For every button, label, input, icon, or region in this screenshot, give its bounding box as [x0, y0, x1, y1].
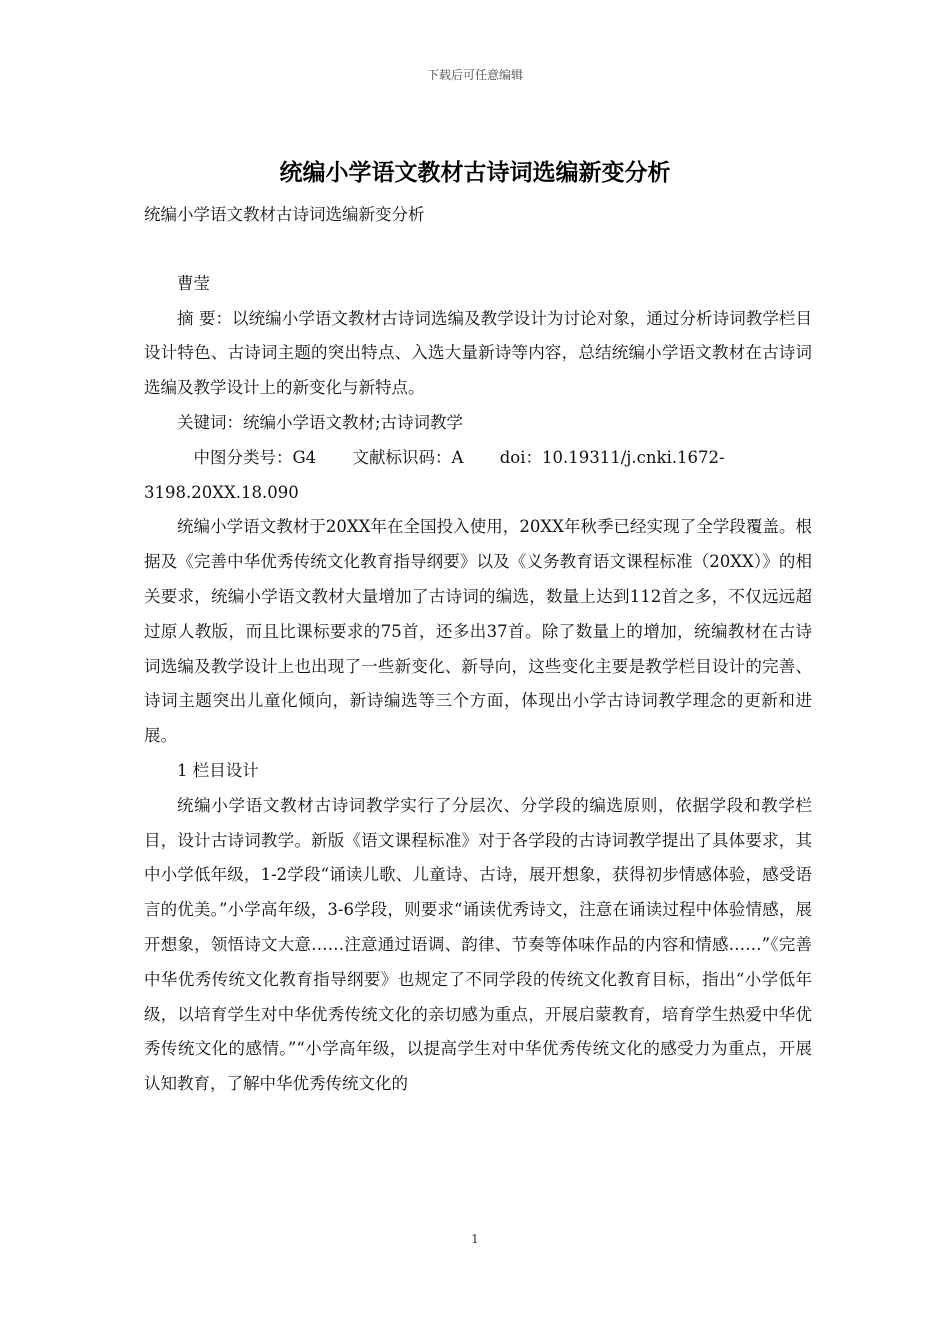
document-title: 统编小学语文教材古诗词选编新变分析: [279, 159, 671, 186]
doi-prefix: doi：10.19311/j.cnki.1672-: [499, 447, 725, 467]
document-code: 文献标识码：A: [352, 447, 464, 467]
author-name: 曹莹: [177, 273, 210, 293]
section-heading: 1 栏目设计: [177, 760, 259, 780]
page-header-note: 下载后可任意编辑: [426, 68, 523, 82]
classification-line: [144, 441, 812, 476]
intro-paragraph: 统编小学语文教材于20XX年在全国投入使用，20XX年秋季已经实现了全学段覆盖。根据及《完善中华优秀传统文化教育指导纲要》以及《义务教育语文课程标准（20XX）》的相关要求，统编小学语文教材大量增加了古诗词的编选，数量上达到112首之多，不仅远远超过原人教版，而且比课标要求的75首，还多出37首。除了数量上的增加，统编教材在古诗词选编及教学设计上也出现了一些新变化、新导向，这些变化主要是教学栏目设计的完善、诗词主题突出儿童化倾向，新诗编选等三个方面，体现出小学古诗词教学理念的更新和进展。: [144, 517, 812, 746]
document-subtitle: 统编小学语文教材古诗词选编新变分析: [144, 205, 425, 224]
keywords-line: 关键词：统编小学语文教材;古诗词教学: [177, 412, 464, 432]
abstract-paragraph: 摘 要：以统编小学语文教材古诗词选编及教学设计为讨论对象，通过分析诗词教学栏目设计特色、古诗词主题的突出特点、入选大量新诗等内容，总结统编小学语文教材在古诗词选编及教学设计上的新变化与新特点。: [144, 308, 812, 398]
spacer: [144, 233, 812, 267]
clc-number: 中图分类号：G4: [193, 447, 317, 467]
doi-continuation: 3198.20XX.18.090: [144, 482, 299, 502]
section-paragraph: 统编小学语文教材古诗词教学实行了分层次、分学段的编选原则，依据学段和教学栏目，设计古诗词教学。新版《语文课程标准》对于各学段的古诗词教学提出了具体要求，其中小学低年级，1-2学段“诵读儿歌、儿童诗、古诗，展开想象，获得初步情感体验，感受语言的优美。”小学高年级，3-6学段，则要求“诵读优秀诗文，注意在诵读过程中体验情感，展开想象，领悟诗文大意……注意通过语调、韵律、节奏等体味作品的内容和情感……”《完善中华优秀传统文化教育指导纲要》也规定了不同学段的传统文化教育目标，指出“小学低年级，以培育学生对中华优秀传统文化的亲切感为重点，开展启蒙教育，培育学生热爱中华优秀传统文化的感情。”“小学高年级，以提高学生对中华优秀传统文化的感受力为重点，开展认知教育，了解中华优秀传统文化的: [144, 795, 812, 1094]
page-number: 1: [471, 1232, 479, 1246]
document-body: [144, 198, 812, 1102]
